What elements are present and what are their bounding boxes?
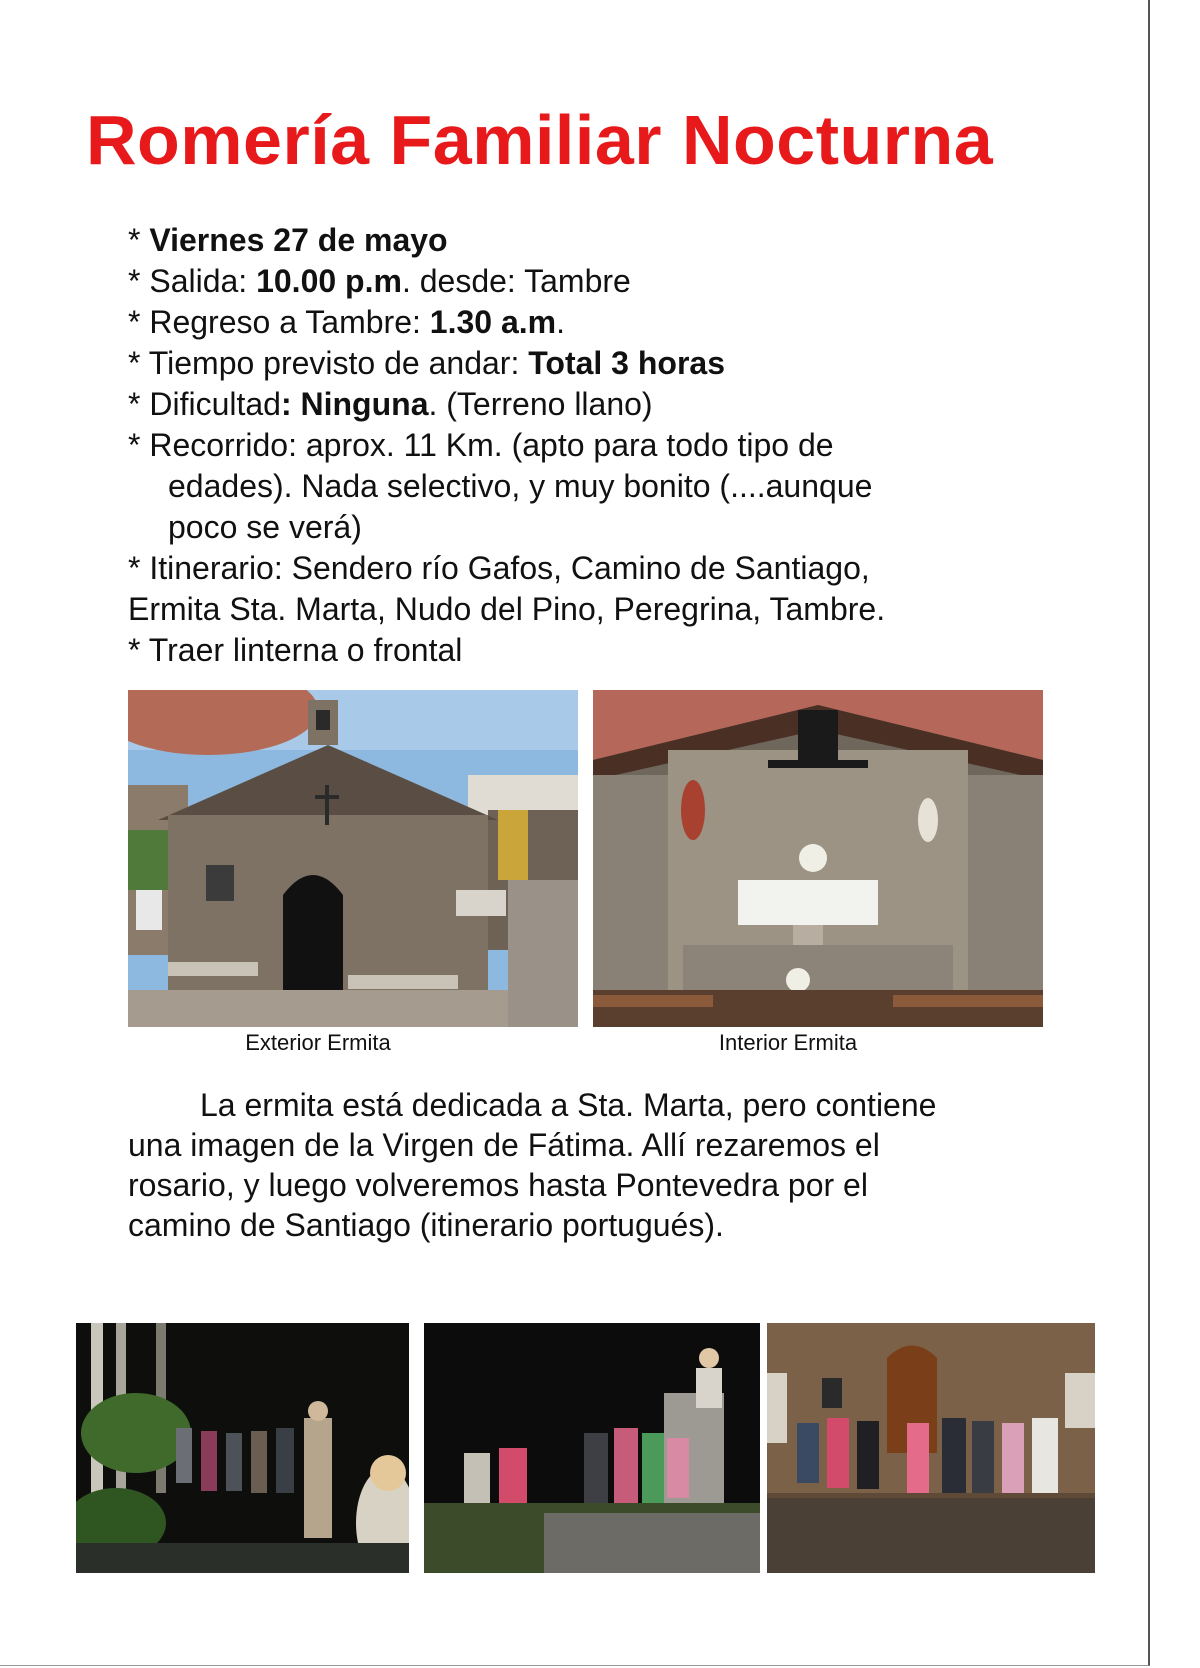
- date-value: Viernes 27 de mayo: [149, 222, 448, 258]
- detail-difficulty: * Dificultad: Ninguna. (Terreno llano): [128, 386, 653, 422]
- detail-route-line2: edades). Nada selectivo, y muy bonito (....aunque: [168, 468, 873, 504]
- photo-night-walk: [76, 1323, 409, 1573]
- event-details-list: [128, 220, 1028, 671]
- description-paragraph: La ermita está dedicada a Sta. Marta, pero contiene una imagen de la Virgen de Fátima. Allí rezaremos el rosario, y luego volveremos hasta Pontevedra por el camino de Santiago (itinerario portugués).: [128, 1087, 937, 1243]
- detail-return: * Regreso a Tambre: 1.30 a.m.: [128, 304, 565, 340]
- detail-route-line3: poco se verá): [168, 509, 362, 545]
- detail-itinerary-line1: * Itinerario: Sendero río Gafos, Camino de Santiago,: [128, 550, 870, 586]
- photo-exterior-ermita: [128, 690, 578, 1027]
- return-time: 1.30 a.m: [429, 304, 557, 340]
- departure-time: 10.00 p.m: [256, 263, 402, 299]
- photo-night-chapel-group: [767, 1323, 1095, 1573]
- caption-exterior-ermita: Exterior Ermita: [245, 1030, 391, 1055]
- detail-date: * Viernes 27 de mayo: [128, 222, 448, 258]
- detail-itinerary-line2: Ermita Sta. Marta, Nudo del Pino, Peregrina, Tambre.: [128, 591, 886, 627]
- detail-bring: * Traer linterna o frontal: [128, 632, 463, 668]
- photo-interior-ermita: [593, 690, 1043, 1027]
- photo-night-rest: [424, 1323, 760, 1573]
- detail-departure: * Salida: 10.00 p.m. desde: Tambre: [128, 263, 631, 299]
- detail-route-line1: * Recorrido: aprox. 11 Km. (apto para todo tipo de: [128, 427, 834, 463]
- page-title: Romería Familiar Nocturna: [86, 101, 994, 179]
- detail-walk-time: * Tiempo previsto de andar: Total 3 horas: [128, 345, 725, 381]
- caption-interior-ermita: Interior Ermita: [718, 1030, 858, 1055]
- walk-time-value: Total 3 horas: [528, 345, 725, 381]
- difficulty-value: : Ninguna: [280, 386, 429, 422]
